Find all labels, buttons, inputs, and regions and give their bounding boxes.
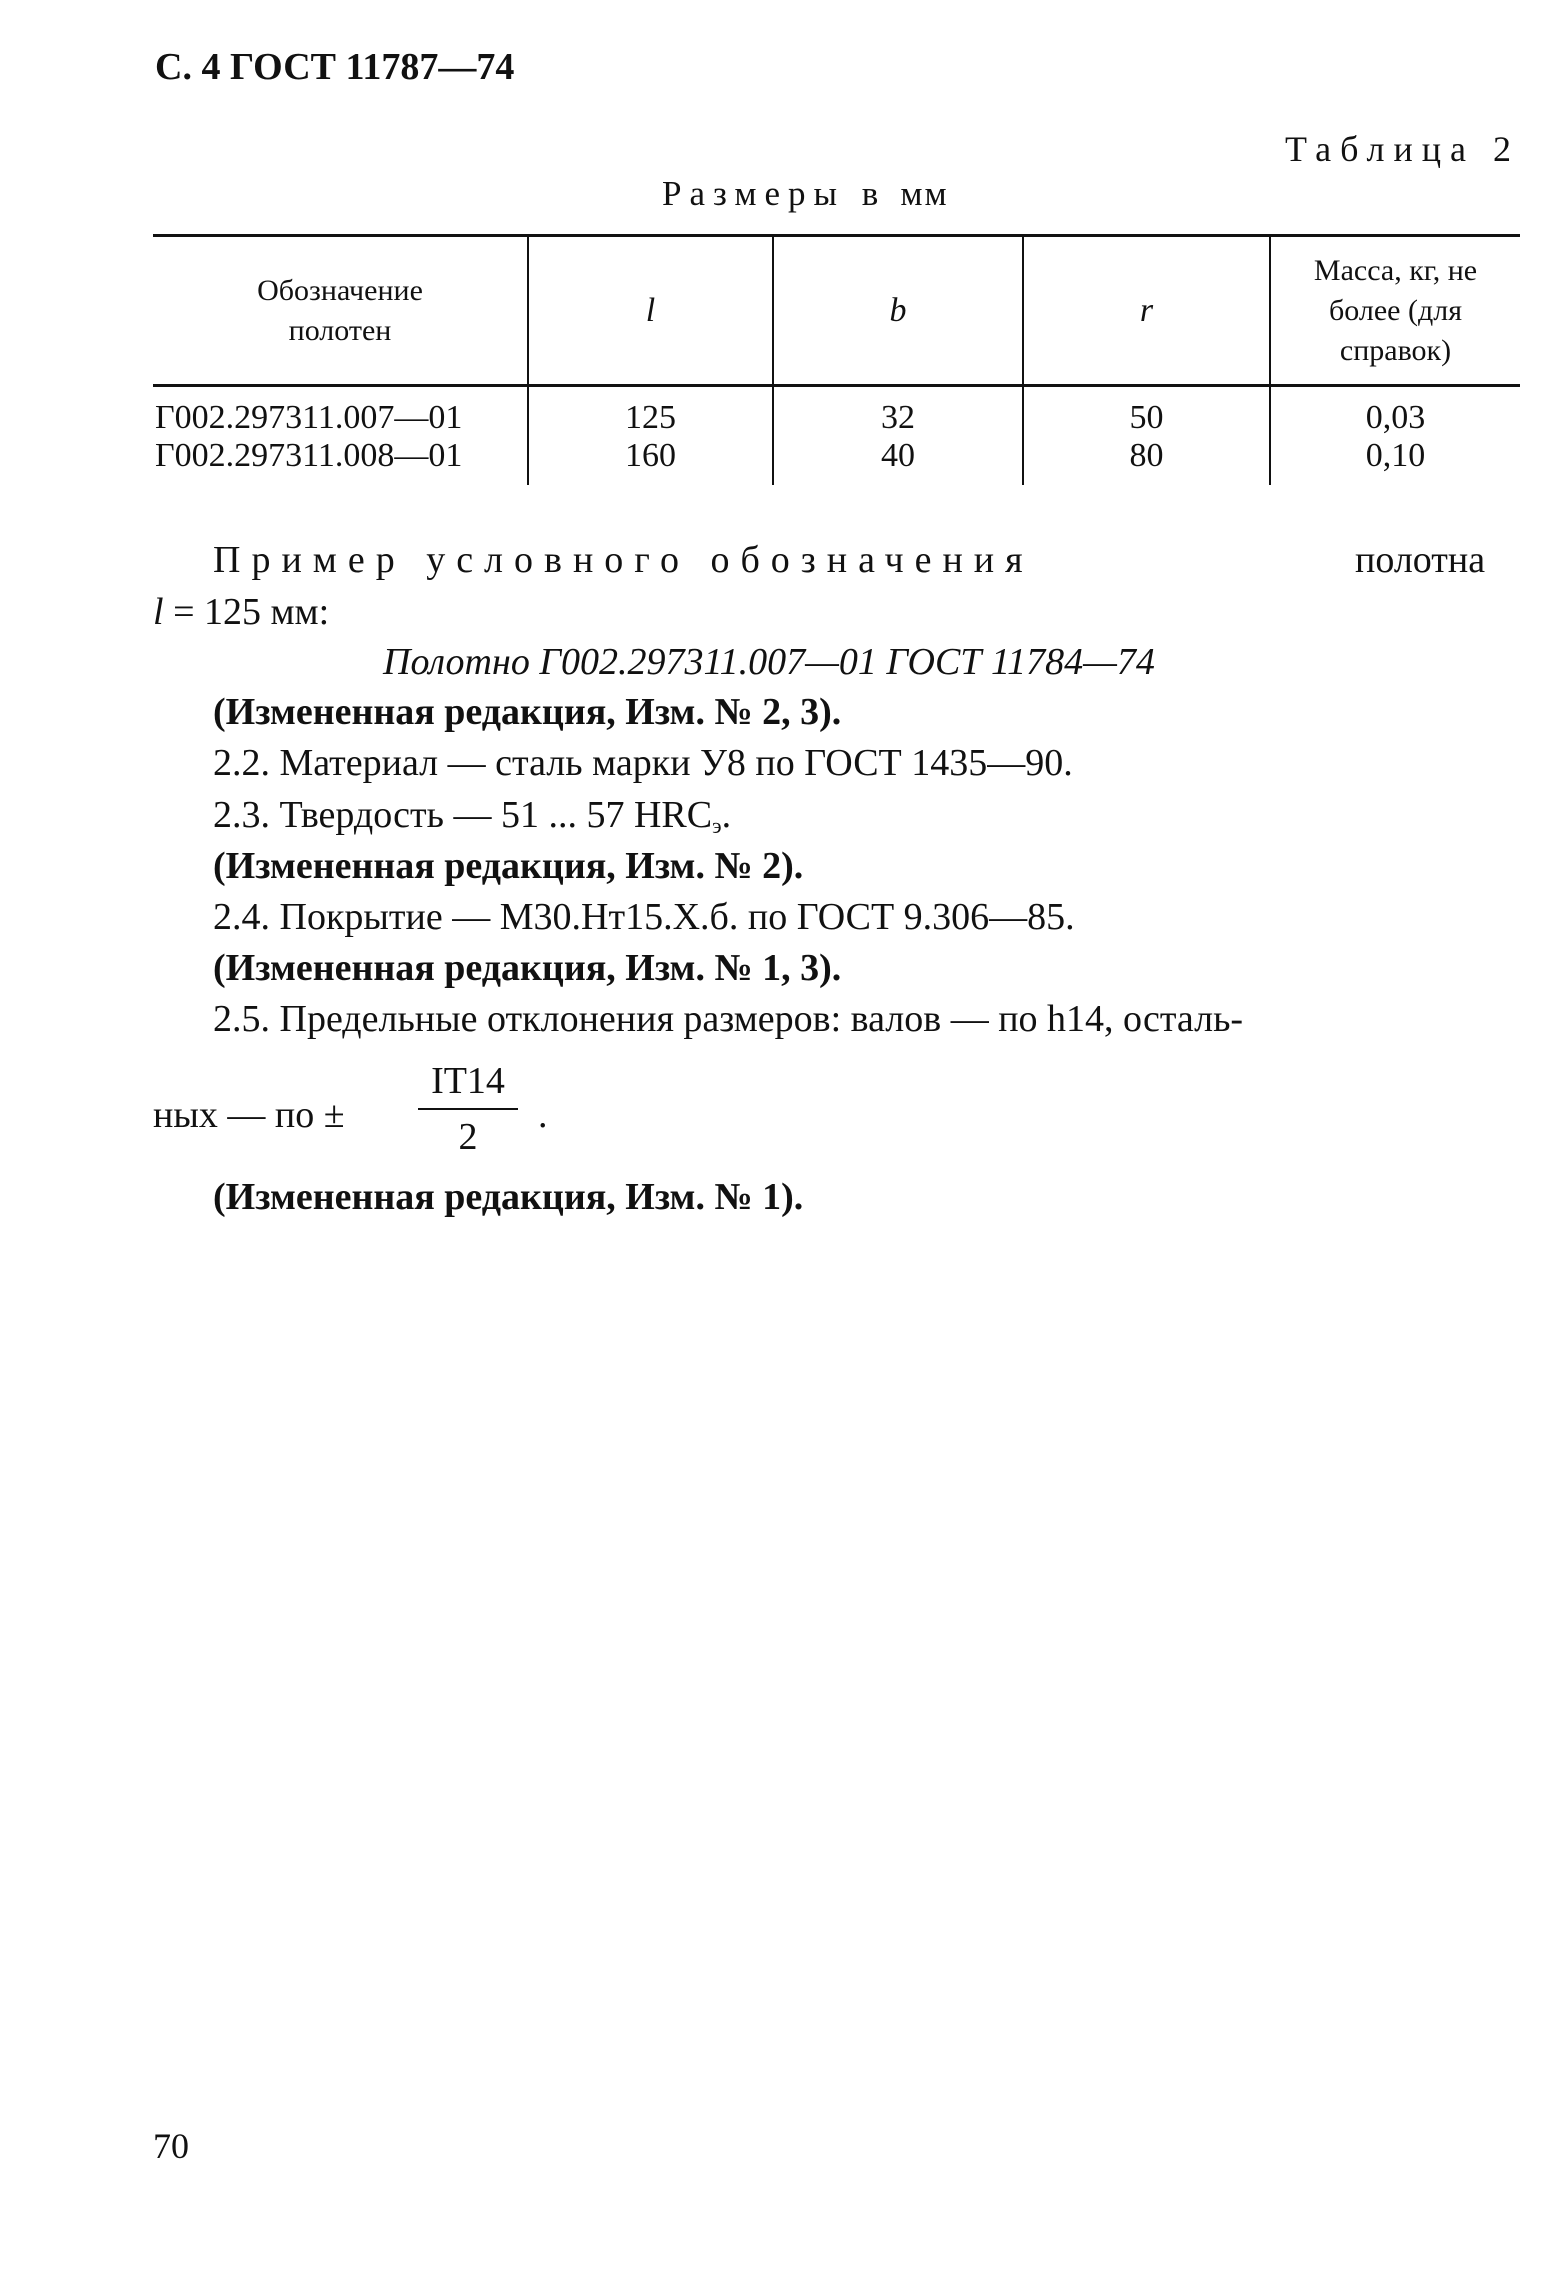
clause-2-3 [213,793,731,839]
clause-2-5-line1: 2.5. Предельные отклонения размеров: валов — по h14, осталь- [213,998,1244,1040]
cell-mass: 0,10 [1270,437,1520,485]
example-lead: Пример условного обозначения [213,539,1034,581]
cell-designation: Г002.297311.008—01 [155,437,463,474]
table-units [662,174,949,214]
col-b: b [773,236,1023,386]
example-value: = 125 мм: [173,591,330,633]
table-caption: Таблица 2 [1285,129,1520,169]
clause-2-3-end: . [721,794,732,836]
clause-2-3-subscript: э [712,813,722,838]
col-mass: Масса, кг, не более (для справок) [1270,236,1520,386]
cell-mass: 0,03 [1270,386,1520,438]
col-r: r [1023,236,1270,386]
col-l: l [528,236,773,386]
clause-2-2: 2.2. Материал — сталь марки У8 по ГОСТ 1435—90. [213,742,1073,784]
revision-note: (Измененная редакция, Изм. № 1). [213,1176,804,1218]
table-row [153,437,1520,485]
example-designation: Полотно Г002.297311.007—01 ГОСТ 11784—74 [383,641,1155,683]
cell-r: 80 [1023,437,1270,485]
revision-note: (Измененная редакция, Изм. № 2). [213,845,804,887]
col-designation: Обозначение полотен [153,236,528,386]
clause-2-3-text: 2.3. Твердость — 51 ... 57 HRC [213,794,713,836]
example-var: l [153,591,164,633]
fraction-it14-over-2 [418,1058,518,1160]
dimensions-table [153,234,1520,485]
example-param [153,590,329,634]
units-label: Размеры в [662,174,887,213]
units-value: мм [900,174,949,213]
cell-l: 125 [528,386,773,438]
cell-l: 160 [528,437,773,485]
cell-b: 40 [773,437,1023,485]
cell-b: 32 [773,386,1023,438]
table-header-row [153,236,1520,386]
example-word: полотна [1355,539,1486,581]
fraction-denominator: 2 [458,1116,478,1158]
clause-2-4: 2.4. Покрытие — М30.Нт15.Х.б. по ГОСТ 9.306—85. [213,896,1075,938]
fraction-numerator: IT14 [431,1060,505,1102]
clause-2-5-line2: ных — по ± [153,1094,345,1136]
revision-note: (Измененная редакция, Изм. № 2, 3). [213,691,842,733]
cell-designation: Г002.297311.007—01 [155,399,463,436]
page-header: С. 4 ГОСТ 11787—74 [155,46,515,88]
table-row [153,386,1520,438]
revision-note: (Измененная редакция, Изм. № 1, 3). [213,947,842,989]
clause-2-5-end: . [538,1094,548,1136]
page-number: 70 [153,2126,189,2166]
fraction-bar [418,1108,518,1110]
cell-r: 50 [1023,386,1270,438]
